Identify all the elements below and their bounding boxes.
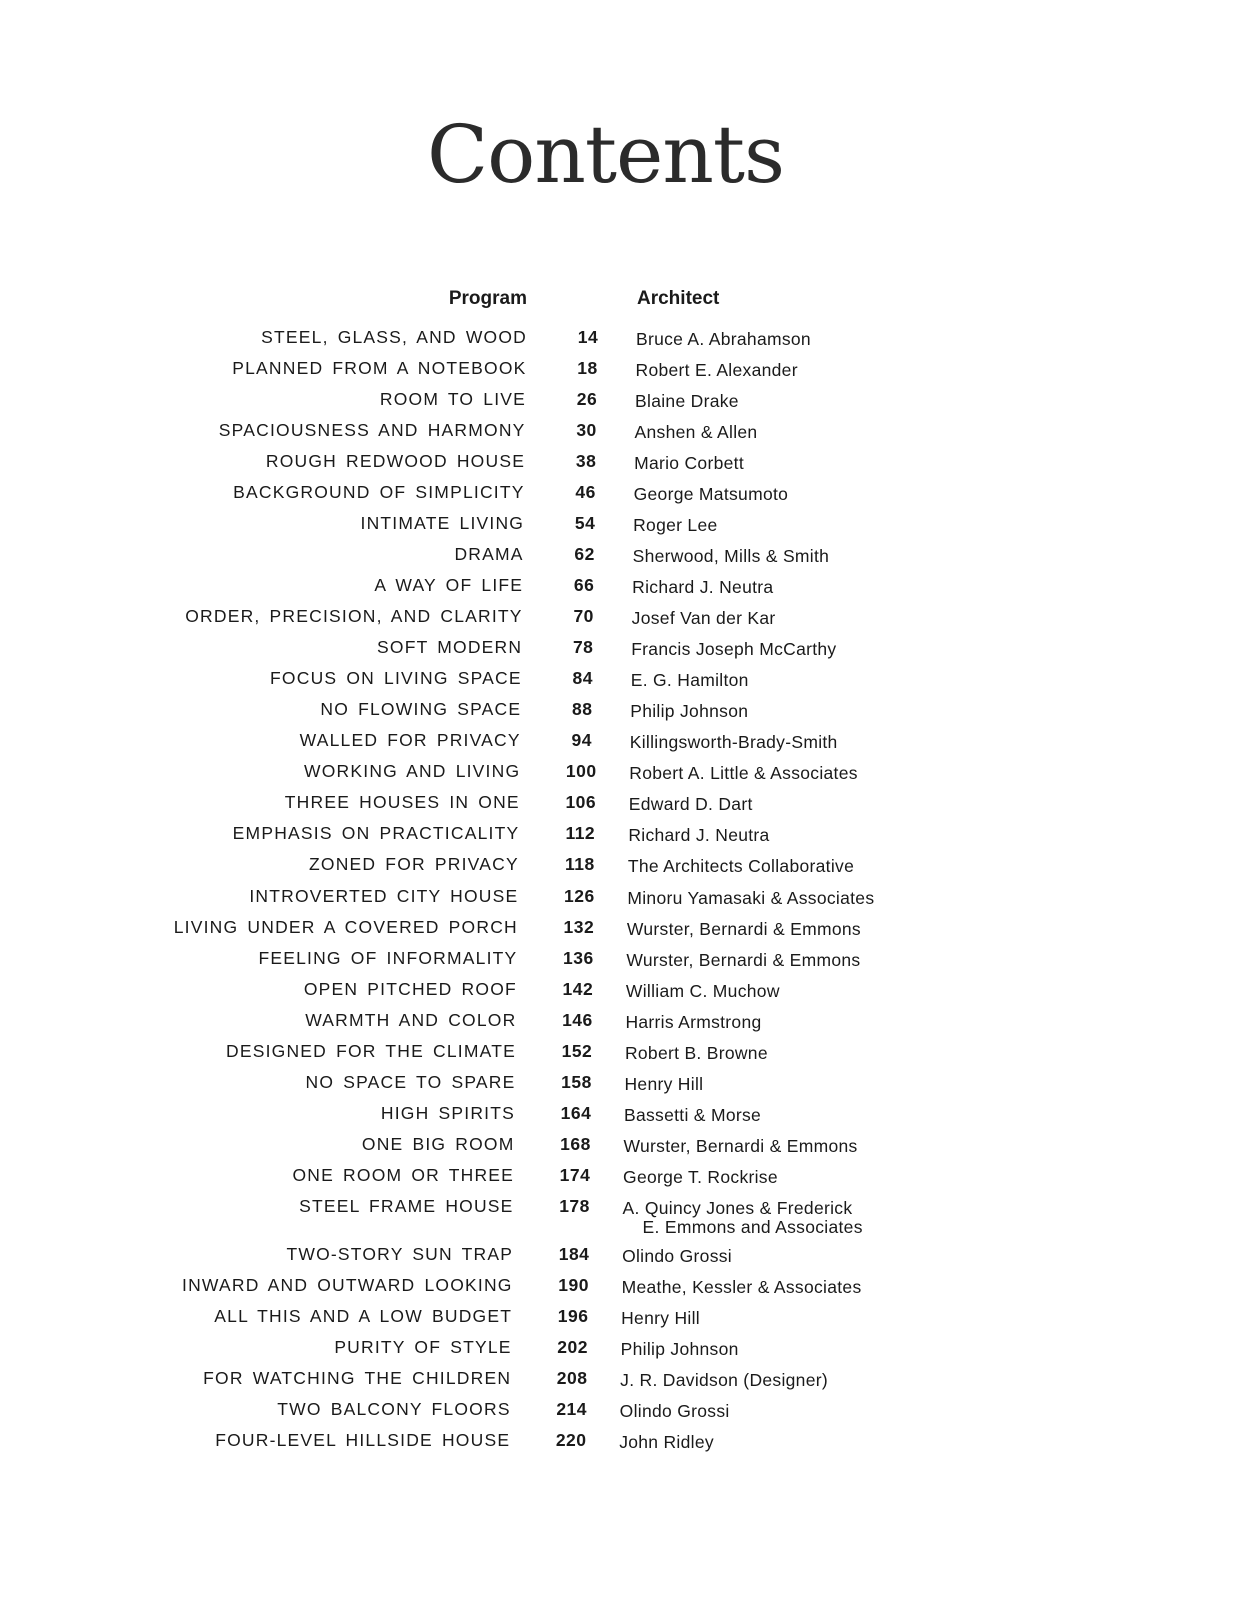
architect-name-line: Meathe, Kessler & Associates [621, 1277, 862, 1297]
architect-column-header: Architect [637, 288, 720, 309]
program-title: NO SPACE TO SPARE [305, 1072, 516, 1092]
architect-name [624, 1106, 761, 1125]
program-title: INTIMATE LIVING [360, 513, 525, 533]
architect-name [620, 1402, 730, 1421]
program-title: INWARD AND OUTWARD LOOKING [182, 1275, 513, 1295]
toc-row [0, 979, 1251, 1003]
architect-name-line: John Ridley [619, 1432, 714, 1452]
architect-name [631, 640, 836, 659]
page-number: 146 [562, 1010, 593, 1030]
architect-name [627, 920, 861, 939]
toc-row [0, 327, 1251, 351]
architect-name [634, 485, 789, 504]
page-number: 164 [560, 1103, 592, 1123]
program-title: WORKING AND LIVING [304, 761, 521, 781]
architect-name [635, 423, 758, 442]
page-number: 14 [577, 327, 599, 347]
toc-row [0, 1196, 1251, 1237]
architect-name-line: Wurster, Bernardi & Emmons [623, 1136, 858, 1156]
architect-name-line: George T. Rockrise [623, 1167, 778, 1187]
toc-row [0, 668, 1251, 692]
page-number: 136 [563, 948, 594, 968]
page-number: 208 [556, 1368, 588, 1388]
architect-name-line: Henry Hill [624, 1074, 704, 1094]
toc-row [0, 1041, 1251, 1065]
architect-name [622, 1278, 862, 1297]
page-number: 214 [556, 1399, 588, 1419]
architect-name [629, 795, 753, 814]
toc-row [0, 1337, 1251, 1361]
program-title: WARMTH AND COLOR [305, 1010, 517, 1030]
architect-name-line: Bruce A. Abrahamson [636, 329, 811, 349]
architect-name [626, 982, 780, 1001]
page-number: 142 [562, 979, 594, 999]
program-title: DESIGNED FOR THE CLIMATE [226, 1041, 516, 1061]
page-number: 112 [565, 823, 596, 843]
page-number: 158 [561, 1072, 592, 1092]
program-title: STEEL, GLASS, AND WOOD [261, 327, 527, 347]
program-title: STEEL FRAME HOUSE [299, 1196, 514, 1216]
architect-name-line: Philip Johnson [620, 1339, 739, 1359]
architect-name-line: E. G. Hamilton [630, 670, 749, 690]
architect-name [629, 764, 858, 783]
architect-name [628, 826, 769, 845]
architect-name [635, 392, 739, 411]
architect-name [634, 454, 744, 473]
page-title: Contents [426, 108, 785, 201]
program-title: BACKGROUND OF SIMPLICITY [233, 482, 525, 502]
architect-name-line: Henry Hill [621, 1308, 700, 1328]
program-title: HIGH SPIRITS [380, 1103, 515, 1123]
architect-name-line: Harris Armstrong [625, 1012, 762, 1032]
architect-name [636, 330, 811, 349]
architect-name [619, 1433, 714, 1452]
page-number: 202 [557, 1337, 588, 1357]
page-number: 30 [576, 420, 597, 440]
architect-name-line: Richard J. Neutra [628, 825, 770, 845]
architect-name-line: A. Quincy Jones & Frederick [622, 1198, 853, 1218]
program-column-header: Program [448, 288, 527, 309]
page-number: 106 [565, 792, 597, 812]
page-number: 100 [565, 761, 597, 781]
architect-name-line: Sherwood, Mills & Smith [632, 546, 830, 566]
architect-name [625, 1044, 768, 1063]
toc-row [0, 792, 1251, 816]
page-number: 168 [560, 1134, 591, 1154]
toc-row [0, 358, 1251, 382]
page-number: 66 [573, 575, 595, 595]
architect-name [624, 1137, 858, 1156]
page-number: 62 [574, 544, 595, 564]
architect-name [630, 702, 748, 721]
toc-row [0, 1275, 1251, 1299]
page-number: 18 [577, 358, 598, 378]
page-number: 78 [572, 637, 594, 657]
architect-name-line: Roger Lee [633, 515, 718, 535]
program-title: TWO BALCONY FLOORS [277, 1399, 511, 1419]
architect-name [622, 1247, 732, 1266]
program-title: ONE ROOM OR THREE [292, 1165, 515, 1185]
architect-name [628, 857, 854, 876]
architect-name [620, 1371, 828, 1390]
architect-name-line: Francis Joseph McCarthy [631, 639, 837, 659]
program-title: LIVING UNDER A COVERED PORCH [173, 917, 518, 937]
architect-name-line: Robert B. Browne [624, 1043, 768, 1063]
program-title: OPEN PITCHED ROOF [303, 979, 517, 999]
architect-name [631, 671, 749, 690]
toc-row [0, 1306, 1251, 1330]
architect-name-line: Robert A. Little & Associates [629, 763, 858, 783]
architect-name [630, 733, 838, 752]
architect-name [623, 1199, 863, 1237]
toc-row [0, 1430, 1251, 1454]
program-title: A WAY OF LIFE [374, 575, 524, 595]
architect-name-line: Killingsworth-Brady-Smith [629, 732, 838, 752]
architect-name-line: Olindo Grossi [619, 1401, 730, 1421]
program-title: FOR WATCHING THE CHILDREN [203, 1368, 512, 1388]
page-number: 26 [576, 389, 598, 409]
program-title: ALL THIS AND A LOW BUDGET [214, 1306, 513, 1326]
page-number: 46 [575, 482, 596, 502]
toc-row [0, 513, 1251, 537]
toc-row [0, 854, 1251, 878]
page-number: 132 [563, 917, 595, 937]
toc-row [0, 482, 1251, 506]
architect-name [636, 361, 798, 380]
page-number: 152 [561, 1041, 593, 1061]
toc-row [0, 1244, 1251, 1268]
page-number: 84 [572, 668, 593, 688]
architect-name-line: George Matsumoto [633, 484, 789, 504]
toc-row [0, 544, 1251, 568]
toc-row [0, 1399, 1251, 1423]
page-number: 220 [555, 1430, 587, 1450]
toc-row [0, 1134, 1251, 1158]
toc-row [0, 917, 1251, 941]
architect-name [624, 1075, 703, 1094]
program-title: ZONED FOR PRIVACY [309, 854, 519, 874]
architect-name-line: The Architects Collaborative [627, 856, 855, 876]
architect-name [621, 1340, 739, 1359]
toc-row [0, 1010, 1251, 1034]
architect-name [621, 1309, 700, 1328]
page-number: 88 [572, 699, 593, 719]
architect-name [627, 889, 874, 908]
program-title: PLANNED FROM A NOTEBOOK [232, 358, 527, 378]
program-title: PURITY OF STYLE [334, 1337, 512, 1357]
toc-row [0, 886, 1251, 910]
program-title: THREE HOUSES IN ONE [284, 792, 520, 812]
architect-name-line: E. Emmons and Associates [642, 1217, 863, 1237]
page-number: 38 [575, 451, 597, 471]
architect-name-line: William C. Muchow [625, 981, 780, 1001]
program-title: ROUGH REDWOOD HOUSE [265, 451, 526, 471]
toc-row [0, 575, 1251, 599]
toc-row [0, 761, 1251, 785]
architect-name-line: Minoru Yamasaki & Associates [627, 888, 875, 908]
architect-name-line: Olindo Grossi [622, 1246, 732, 1266]
page-number: 178 [559, 1196, 590, 1216]
architect-name-line: Anshen & Allen [634, 422, 758, 442]
architect-name [633, 547, 830, 566]
toc-row [0, 1165, 1251, 1189]
toc-row [0, 1368, 1251, 1392]
program-title: ROOM TO LIVE [379, 389, 527, 409]
program-title: NO FLOWING SPACE [320, 699, 522, 719]
toc-row [0, 699, 1251, 723]
program-title: ONE BIG ROOM [361, 1134, 515, 1154]
toc-row [0, 730, 1251, 754]
architect-name-line: Edward D. Dart [628, 794, 753, 814]
toc-row [0, 420, 1251, 444]
program-title: DRAMA [454, 544, 524, 564]
architect-name-line: Philip Johnson [630, 701, 749, 721]
architect-name-line: Blaine Drake [635, 391, 739, 411]
architect-name [625, 1013, 761, 1032]
page-number: 118 [564, 854, 595, 874]
program-title: INTROVERTED CITY HOUSE [249, 886, 519, 906]
program-title: FOCUS ON LIVING SPACE [270, 668, 522, 688]
program-title: SOFT MODERN [377, 637, 523, 657]
program-title: ORDER, PRECISION, AND CLARITY [185, 606, 523, 626]
toc-row [0, 389, 1251, 413]
page-number: 94 [571, 730, 592, 750]
toc-row [0, 948, 1251, 972]
program-title: TWO-STORY SUN TRAP [286, 1244, 514, 1264]
page-number: 126 [564, 886, 595, 906]
architect-name [626, 951, 860, 970]
page-number: 190 [558, 1275, 589, 1295]
architect-name [623, 1168, 778, 1187]
architect-name-line: Robert E. Alexander [635, 360, 798, 380]
page-number: 54 [574, 513, 596, 533]
program-title: SPACIOUSNESS AND HARMONY [218, 420, 526, 440]
program-title: WALLED FOR PRIVACY [299, 730, 521, 750]
toc-row [0, 451, 1251, 475]
page-number: 174 [559, 1165, 591, 1185]
architect-name-line: Bassetti & Morse [624, 1105, 762, 1125]
toc-row [0, 637, 1251, 661]
program-title: EMPHASIS ON PRACTICALITY [232, 823, 520, 843]
architect-name [633, 516, 717, 535]
architect-name-line: Josef Van der Kar [631, 608, 776, 628]
program-title: FOUR-LEVEL HILLSIDE HOUSE [215, 1430, 511, 1450]
architect-name-line: Wurster, Bernardi & Emmons [626, 950, 861, 970]
architect-name-line: Wurster, Bernardi & Emmons [626, 919, 861, 939]
architect-name [632, 578, 773, 597]
toc-row [0, 606, 1251, 630]
toc-row [0, 823, 1251, 847]
page-number: 184 [558, 1244, 590, 1264]
architect-name-line: Richard J. Neutra [632, 577, 774, 597]
program-title: FEELING OF INFORMALITY [258, 948, 518, 968]
architect-name-line: Mario Corbett [634, 453, 744, 473]
toc-row [0, 1103, 1251, 1127]
architect-name [632, 609, 776, 628]
architect-name-line: J. R. Davidson (Designer) [620, 1370, 829, 1390]
page-number: 196 [557, 1306, 589, 1326]
page-number: 70 [573, 606, 594, 626]
toc-row [0, 1072, 1251, 1096]
